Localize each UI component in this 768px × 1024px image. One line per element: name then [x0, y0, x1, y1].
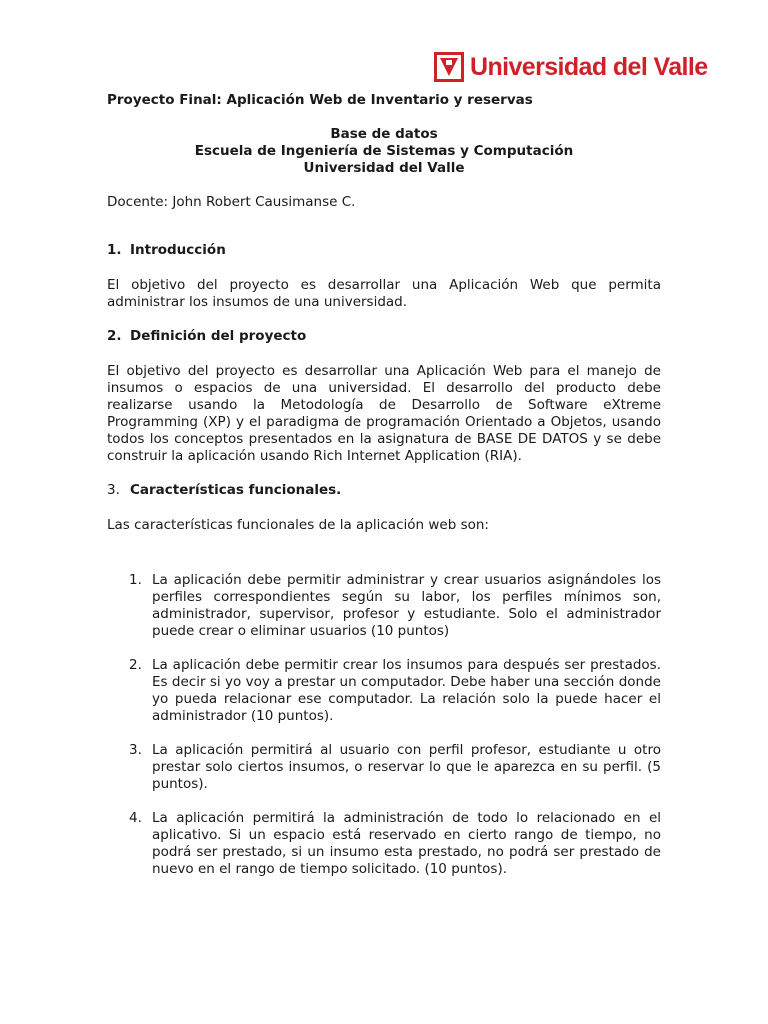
- section-title: Definición del proyecto: [130, 328, 307, 344]
- document-title: Proyecto Final: Aplicación Web de Inventario y reservas: [107, 92, 533, 108]
- list-item-text: La aplicación permitirá la administración de todo lo relacionado en el aplicativo. Si un espacio está reservado en cierto rango de tiempo, no podrá ser prestado, si un insumo esta prestado, no podrá ser prestado de nuevo en el rango de tiempo solicitado. (10 puntos).: [152, 810, 661, 877]
- list-item-number: 4.: [129, 810, 142, 826]
- subtitle-line: Universidad del Valle: [303, 160, 465, 176]
- section-number: 1.: [107, 242, 122, 258]
- university-logo: [434, 50, 708, 84]
- section-paragraph: El objetivo del proyecto es desarrollar una Aplicación Web para el manejo de insumos o espacios de una universidad. El desarrollo del producto debe realizarse usando la Metodología de Desarrollo de Software eXtreme Programming (XP) y el paradigma de programación Orientado a Objetos, usando todos los conceptos presentados en la asignatura de BASE DE DATOS y se debe construir la aplicación usando Rich Internet Application (RIA).: [107, 363, 661, 464]
- list-item-number: 1.: [129, 572, 142, 588]
- subtitle-line: Escuela de Ingeniería de Sistemas y Computación: [194, 143, 574, 159]
- subtitle-line: Base de datos: [330, 126, 438, 142]
- section-heading: [107, 242, 661, 259]
- section-heading: [107, 328, 661, 345]
- features-list: [107, 572, 661, 878]
- logo-text: Universidad del Valle: [470, 52, 708, 81]
- section-title: Introducción: [130, 242, 226, 258]
- document-subtitle: [107, 126, 661, 177]
- list-item-number: 2.: [129, 657, 142, 673]
- section-number: 2.: [107, 328, 122, 344]
- list-item-text: La aplicación permitirá al usuario con perfil profesor, estudiante u otro prestar solo ciertos insumos, o reservar lo que le aparezca en su perfil. (5 puntos).: [152, 742, 661, 792]
- list-item: [107, 810, 661, 878]
- section-title: Características funcionales.: [130, 482, 342, 498]
- section-heading: [107, 482, 661, 499]
- document-body: [107, 92, 661, 895]
- university-crest-icon: [434, 52, 464, 82]
- section-paragraph: El objetivo del proyecto es desarrollar una Aplicación Web que permita administrar los insumos de una universidad.: [107, 277, 661, 310]
- list-item: [107, 657, 661, 725]
- section-number: 3.: [107, 482, 120, 498]
- list-item: [107, 742, 661, 793]
- list-item: [107, 572, 661, 640]
- docente-line: Docente: John Robert Causimanse C.: [107, 194, 356, 210]
- list-item-text: La aplicación debe permitir administrar y crear usuarios asignándoles los perfiles correspondientes según su labor, los perfiles mínimos son, administrador, supervisor, profesor y estudiante. Solo el administrador puede crear o eliminar usuarios (10 puntos): [152, 572, 661, 639]
- list-item-text: La aplicación debe permitir crear los insumos para después ser prestados. Es decir si yo voy a prestar un computador. Debe haber una sección donde yo pueda relacionar ese computador. La relación solo la puede hacer el administrador (10 puntos).: [152, 657, 661, 724]
- section-paragraph: Las características funcionales de la aplicación web son:: [107, 517, 489, 533]
- list-item-number: 3.: [129, 742, 142, 758]
